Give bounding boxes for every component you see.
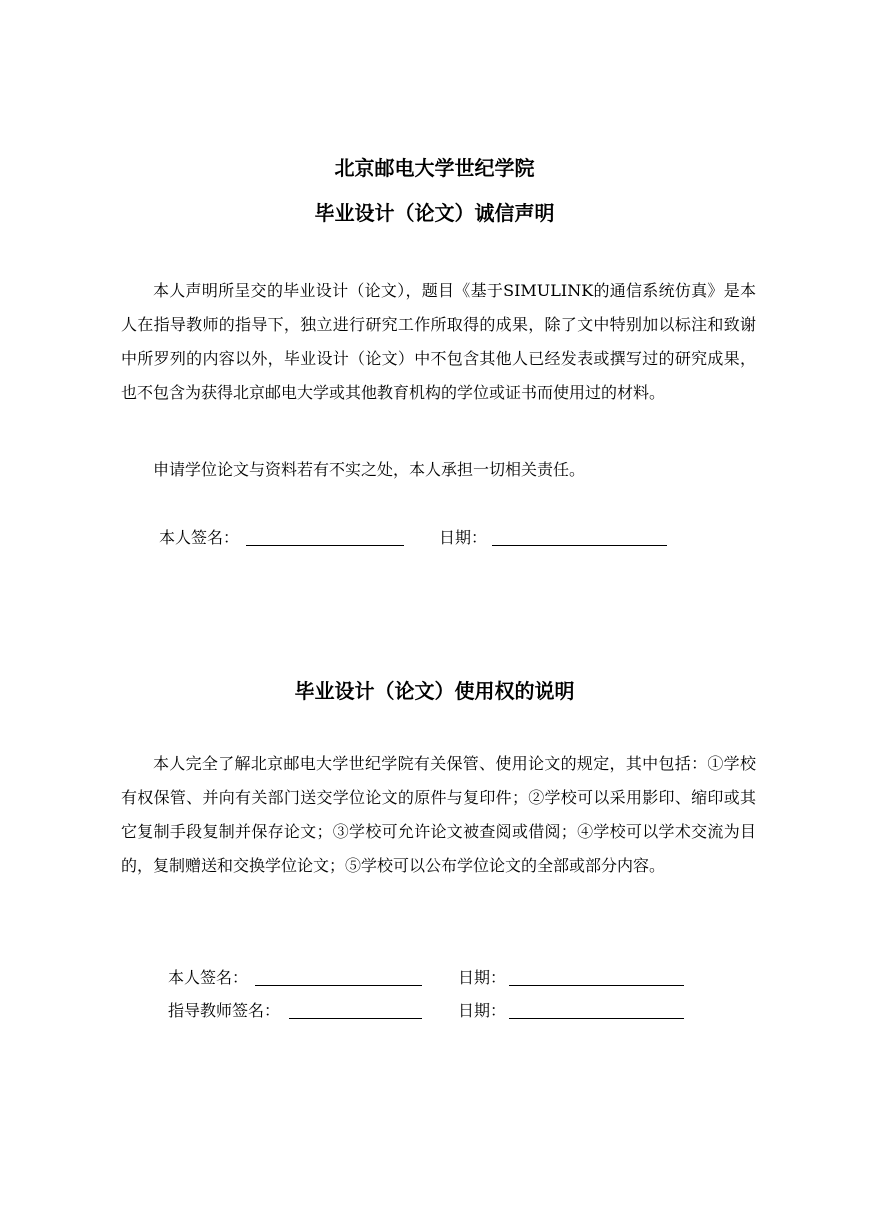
- student-signature-label: 本人签名：: [168, 968, 249, 987]
- usage-rights-paragraph: 本人完全了解北京邮电大学世纪学院有关保管、使用论文的规定，其中包括：①学校有权保管、并向有关部门送交学位论文的原件与复印件；②学校可以采用影印、缩印或其它复制手段复制并保存论文；③学校可允许论文被查阅或借阅；④学校可以学术交流为目的，复制赠送和交换学位论文；⑤学校可以公布学位论文的全部或部分内容。: [121, 754, 756, 875]
- student-signature-row: [168, 966, 688, 990]
- advisor-date-line[interactable]: [509, 1018, 684, 1019]
- school-name: 北京邮电大学世纪学院: [334, 156, 535, 180]
- student-date-label: 日期：: [458, 968, 507, 987]
- date-line[interactable]: [492, 545, 667, 546]
- declaration-paragraph: 本人声明所呈交的毕业设计（论文），题目《基于SIMULINK的通信系统仿真》是本人在指导教师的指导下，独立进行研究工作所取得的成果，除了文中特别加以标注和致谢中所罗列的内容以外，毕业设计（论文）中不包含其他人已经发表或撰写过的研究成果，也不包含为获得北京邮电大学或其他教育机构的学位或证书而使用过的材料。: [121, 281, 756, 402]
- student-signature-line[interactable]: [255, 985, 422, 986]
- signature-label: 本人签名：: [159, 528, 240, 547]
- signature-line[interactable]: [246, 545, 404, 546]
- date-label: 日期：: [439, 528, 488, 547]
- advisor-date-label: 日期：: [458, 1001, 507, 1020]
- student-date-line[interactable]: [509, 985, 684, 986]
- declaration-signature-row: [159, 526, 679, 550]
- advisor-signature-line[interactable]: [289, 1018, 422, 1019]
- advisor-signature-row: [168, 999, 688, 1023]
- declaration-title: 毕业设计（论文）诚信声明: [314, 201, 555, 225]
- usage-rights-title: 毕业设计（论文）使用权的说明: [294, 679, 575, 703]
- advisor-signature-label: 指导教师签名：: [168, 1001, 281, 1020]
- declaration-responsibility: 申请学位论文与资料若有不实之处，本人承担一切相关责任。: [153, 460, 586, 479]
